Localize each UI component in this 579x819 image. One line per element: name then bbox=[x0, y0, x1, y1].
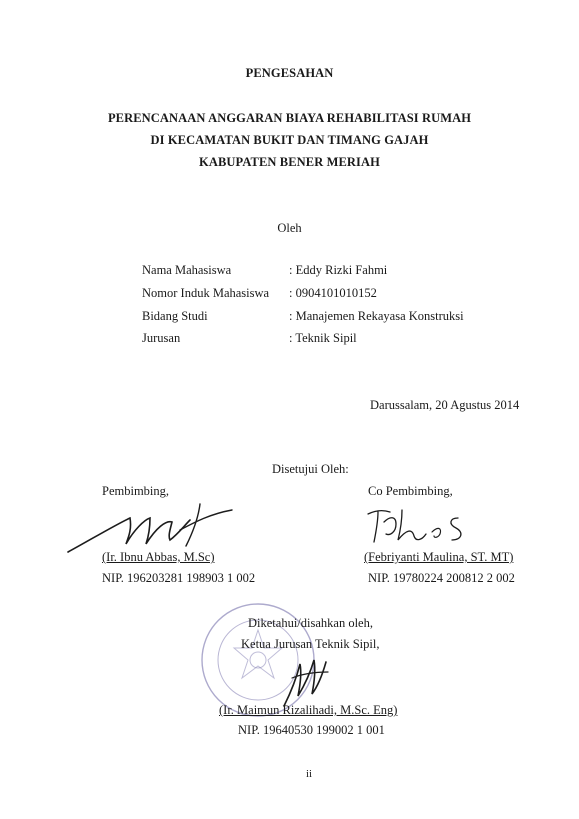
student-id-value: : 0904101010152 bbox=[289, 286, 377, 300]
department-label: Jurusan bbox=[142, 331, 181, 345]
acknowledged-line-1: Diketahui/disahkan oleh, bbox=[248, 616, 373, 630]
supervisor-name: (Ir. Ibnu Abbas, M.Sc) bbox=[102, 550, 215, 564]
page-heading: PENGESAHAN bbox=[245, 66, 334, 80]
by-label: Oleh bbox=[277, 221, 302, 235]
field-of-study-label: Bidang Studi bbox=[142, 309, 208, 323]
supervisor-nip: NIP. 196203281 198903 1 002 bbox=[102, 571, 256, 585]
head-of-department-nip: NIP. 19640530 199002 1 001 bbox=[238, 723, 385, 737]
thesis-title-line-2: DI KECAMATAN BUKIT DAN TIMANG GAJAH bbox=[150, 133, 429, 147]
student-name-label: Nama Mahasiswa bbox=[142, 263, 232, 277]
co-supervisor-name: (Febriyanti Maulina, ST. MT) bbox=[364, 550, 514, 564]
approved-by-label: Disetujui Oleh: bbox=[272, 462, 349, 476]
student-id-label: Nomor Induk Mahasiswa bbox=[142, 286, 270, 300]
co-supervisor-role: Co Pembimbing, bbox=[368, 484, 453, 498]
thesis-title-line-1: PERENCANAAN ANGGARAN BIAYA REHABILITASI RUMAH bbox=[107, 111, 472, 125]
page-number: ii bbox=[306, 768, 313, 780]
head-of-department-name: (Ir. Maimun Rizalihadi, M.Sc. Eng) bbox=[219, 703, 398, 717]
thesis-title-line-3: KABUPATEN BENER MERIAH bbox=[199, 155, 380, 169]
acknowledged-line-2: Ketua Jurusan Teknik Sipil, bbox=[241, 637, 380, 651]
field-of-study-value: : Manajemen Rekayasa Konstruksi bbox=[289, 309, 464, 323]
supervisor-role: Pembimbing, bbox=[102, 484, 170, 498]
co-supervisor-signature bbox=[362, 502, 482, 550]
co-supervisor-nip: NIP. 19780224 200812 2 002 bbox=[368, 571, 515, 585]
student-name-value: : Eddy Rizki Fahmi bbox=[289, 263, 388, 277]
department-value: : Teknik Sipil bbox=[289, 331, 357, 345]
place-date: Darussalam, 20 Agustus 2014 bbox=[370, 398, 520, 412]
head-of-department-signature bbox=[270, 650, 340, 710]
